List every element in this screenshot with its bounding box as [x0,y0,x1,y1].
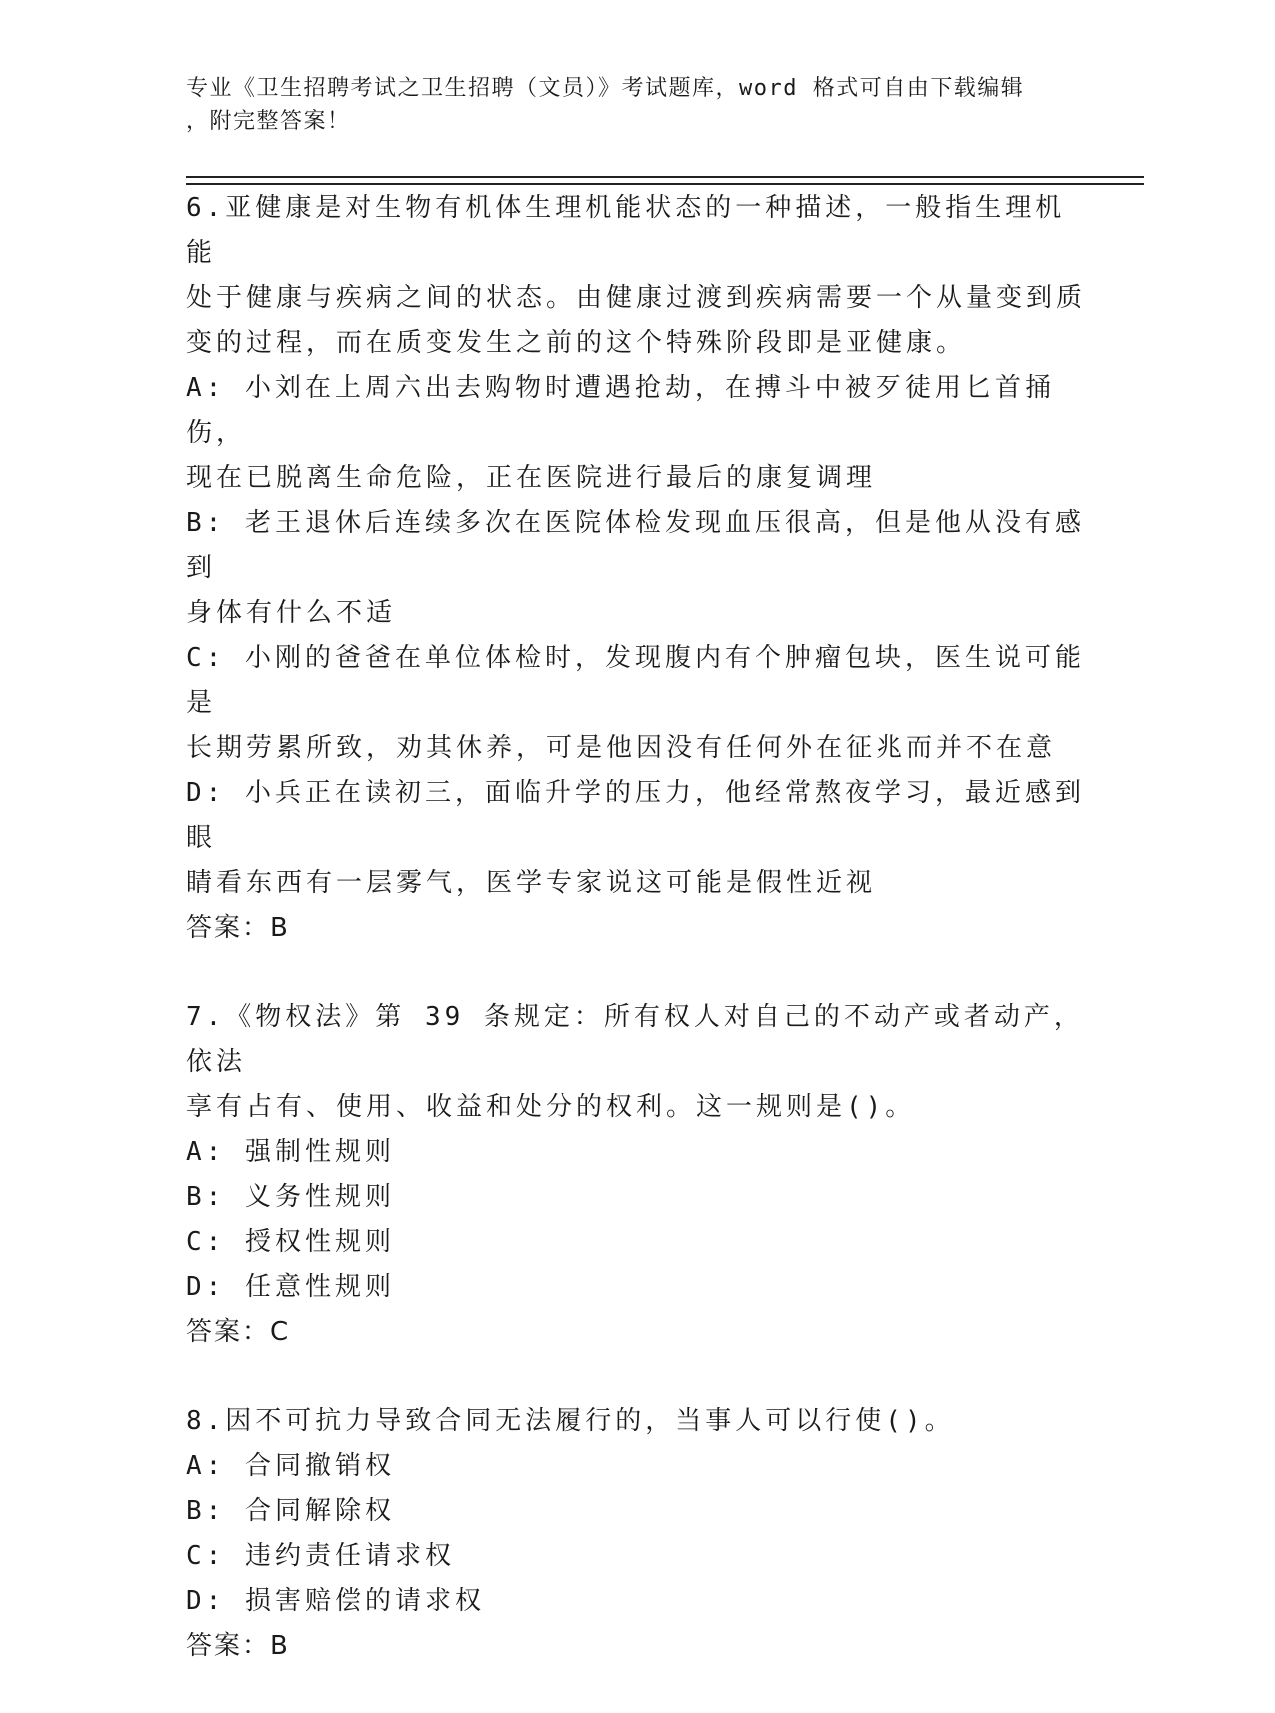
option-c: C: 违约责任请求权 [186,1541,455,1571]
option-a: A: 强制性规则 [186,1137,395,1167]
question-stem-line: 享有占有、使用、收益和处分的权利。这一规则是()。 [186,1092,916,1122]
document-header [186,72,1066,138]
option-b: B: 合同解除权 [186,1496,395,1526]
option-b-line: B: 老王退休后连续多次在医院体检发现血压很高，但是他从没有感到 [186,508,1085,583]
option-d: D: 损害赔偿的请求权 [186,1586,485,1616]
header-divider-bottom [186,183,1144,185]
option-c-line: C: 小刚的爸爸在单位体检时，发现腹内有个肿瘤包块，医生说可能是 [186,643,1085,718]
question-6 [186,186,1086,951]
option-c: C: 授权性规则 [186,1227,395,1257]
option-d-line: D: 小兵正在读初三，面临升学的压力，他经常熬夜学习，最近感到眼 [186,778,1085,853]
question-stem-line: 8.因不可抗力导致合同无法履行的，当事人可以行使()。 [186,1406,955,1436]
option-a: A: 合同撤销权 [186,1451,395,1481]
question-list [186,186,1086,1713]
question-7 [186,995,1086,1355]
question-stem-line: 6.亚健康是对生物有机体生理机能状态的一种描述，一般指生理机能 [186,193,1066,268]
header-divider-top [186,176,1144,178]
option-a-line: A: 小刘在上周六出去购物时遭遇抢劫，在搏斗中被歹徒用匕首捅伤， [186,373,1055,448]
question-8 [186,1399,1086,1669]
header-line-1: 专业《卫生招聘考试之卫生招聘（文员）》考试题库，word 格式可自由下载编辑 [186,76,1025,101]
answer-label: 答案：B [186,913,290,943]
answer-label: 答案：C [186,1317,291,1347]
question-stem-line: 处于健康与疾病之间的状态。由健康过渡到疾病需要一个从量变到质 [186,283,1087,313]
header-line-2: ，附完整答案！ [186,109,351,134]
answer-label: 答案：B [186,1631,290,1661]
question-stem-line: 7.《物权法》第 39 条规定：所有权人对自己的不动产或者动产，依法 [186,1002,1084,1077]
option-c-line: 长期劳累所致，劝其休养，可是他因没有任何外在征兆而并不在意 [186,733,1057,763]
option-a-line: 现在已脱离生命危险，正在医院进行最后的康复调理 [186,463,877,493]
question-stem-line: 变的过程，而在质变发生之前的这个特殊阶段即是亚健康。 [186,328,967,358]
option-b: B: 义务性规则 [186,1182,395,1212]
option-d-line: 睛看东西有一层雾气，医学专家说这可能是假性近视 [186,868,877,898]
option-b-line: 身体有什么不适 [186,598,397,628]
option-d: D: 任意性规则 [186,1272,395,1302]
